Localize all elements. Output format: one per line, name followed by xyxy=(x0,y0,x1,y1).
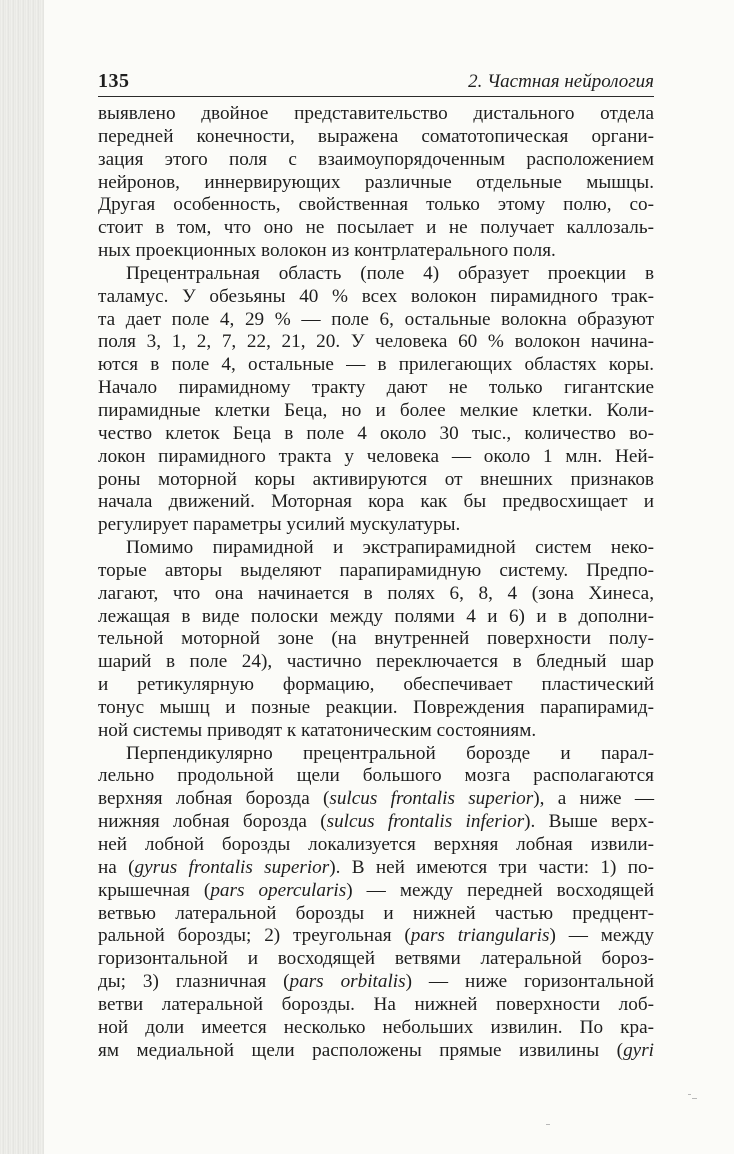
text-line xyxy=(98,765,654,788)
text-segment: Прецентральная область (поле 4) образует проекции в xyxy=(126,262,654,284)
paragraph xyxy=(98,537,654,743)
text-line xyxy=(98,126,654,149)
text-line xyxy=(98,583,654,606)
text-segment: ), а ниже — xyxy=(533,788,655,810)
text-segment: верхняя лобная борозда ( xyxy=(98,788,330,810)
text-line xyxy=(98,194,654,217)
text-segment: Другая особенность, свойственная только этому полю, со- xyxy=(98,194,654,216)
scan-speck xyxy=(688,1094,691,1095)
text-segment: ветвью латеральной борозды и нижней частью предцент- xyxy=(98,902,654,924)
text-segment: та дает поле 4, 29 % — поле 6, остальные волокна образуют xyxy=(98,308,654,330)
text-segment: Перпендикулярно прецентральной борозде и парал- xyxy=(126,742,654,764)
latin-term: gyri xyxy=(623,1039,654,1061)
text-line xyxy=(98,491,654,514)
scan-edge-shadow xyxy=(0,0,44,1154)
text-line xyxy=(98,286,654,309)
text-line xyxy=(98,377,654,400)
text-line xyxy=(98,811,654,834)
latin-term: gyrus frontalis superior xyxy=(134,856,330,878)
text-segment: Помимо пирамидной и экстрапирамидной систем неко- xyxy=(126,537,654,559)
body-text xyxy=(98,103,654,1062)
text-segment: ) — ниже горизонтальной xyxy=(405,971,654,993)
text-line xyxy=(98,743,654,766)
text-line xyxy=(98,331,654,354)
text-segment: ных проекционных волокон из контрлатерального поля. xyxy=(98,240,556,262)
running-head: 2. Частная нейрология xyxy=(468,71,654,92)
text-segment: ются в поле 4, остальные — в прилегающих областях коры. xyxy=(98,354,654,376)
text-line xyxy=(98,720,654,743)
text-line xyxy=(98,834,654,857)
text-line xyxy=(98,240,654,263)
text-segment: крышечная ( xyxy=(98,879,211,901)
text-segment: регулирует параметры усилий мускулатуры. xyxy=(98,514,461,536)
text-segment: ды; 3) глазничная ( xyxy=(98,971,290,993)
text-line xyxy=(98,880,654,903)
text-segment: чество клеток Беца в поле 4 около 30 тыс., количество во- xyxy=(98,422,654,444)
text-line xyxy=(98,537,654,560)
text-line xyxy=(98,925,654,948)
text-segment: ям медиальной щели расположены прямые извилины ( xyxy=(98,1039,624,1061)
text-segment: ) — между xyxy=(549,925,654,947)
text-segment: ной системы приводят к кататоническим состояниям. xyxy=(98,719,537,741)
text-segment: ). Выше верх- xyxy=(524,811,654,833)
text-segment: торые авторы выделяют парапирамидную систему. Предпо- xyxy=(98,559,654,581)
text-segment: ). В ней имеются три части: 1) по- xyxy=(329,856,655,878)
text-line xyxy=(98,400,654,423)
text-line xyxy=(98,1040,654,1063)
text-segment: Начало пирамидному тракту дают не только гигантские xyxy=(98,377,654,399)
text-line xyxy=(98,469,654,492)
latin-term: pars orbitalis xyxy=(289,971,406,993)
text-segment: горизонтальной и восходящей ветвями латеральной бороз- xyxy=(98,948,654,970)
text-line xyxy=(98,149,654,172)
text-line xyxy=(98,560,654,583)
text-segment: нижняя лобная борозда ( xyxy=(98,811,327,833)
paragraph xyxy=(98,743,654,1063)
text-segment: передней конечности, выражена соматотопическая органи- xyxy=(98,125,654,147)
page-header xyxy=(98,70,654,97)
scan-speck xyxy=(692,1098,697,1099)
text-segment: локон пирамидного тракта у человека — около 1 млн. Ней- xyxy=(98,445,654,467)
text-segment: таламус. У обезьяны 40 % всех волокон пирамидного трак- xyxy=(98,285,654,307)
text-segment: роны моторной коры активируются от внешних признаков xyxy=(98,468,654,490)
text-segment: лежащая в виде полоски между полями 4 и 6) и в дополни- xyxy=(98,605,654,627)
text-line xyxy=(98,651,654,674)
text-segment: ветви латеральной борозды. На нижней поверхности лоб- xyxy=(98,993,654,1015)
text-segment: на ( xyxy=(98,856,135,878)
text-line xyxy=(98,697,654,720)
text-line xyxy=(98,971,654,994)
text-segment: начала движений. Моторная кора как бы предвосхищает и xyxy=(98,491,654,513)
text-segment: лельно продольной щели большого мозга располагаются xyxy=(98,765,654,787)
text-segment: поля 3, 1, 2, 7, 22, 21, 20. У человека 60 % волокон начина- xyxy=(98,331,654,353)
text-line xyxy=(98,514,654,537)
text-line xyxy=(98,857,654,880)
text-line xyxy=(98,1017,654,1040)
text-line xyxy=(98,903,654,926)
text-line xyxy=(98,628,654,651)
text-line xyxy=(98,309,654,332)
latin-term: pars opercularis xyxy=(210,879,347,901)
text-line xyxy=(98,606,654,629)
text-segment: стоит в том, что оно не посылает и не получает каллозаль- xyxy=(98,217,654,239)
text-line xyxy=(98,674,654,697)
latin-term: pars triangularis xyxy=(410,925,550,947)
paragraph xyxy=(98,103,654,263)
text-line xyxy=(98,446,654,469)
text-line xyxy=(98,948,654,971)
text-line xyxy=(98,788,654,811)
text-line xyxy=(98,217,654,240)
text-line xyxy=(98,994,654,1017)
text-segment: лагают, что она начинается в полях 6, 8, 4 (зона Хинеса, xyxy=(98,582,654,604)
text-segment: пирамидные клетки Беца, но и более мелкие клетки. Коли- xyxy=(98,399,654,421)
paragraph xyxy=(98,263,654,537)
text-segment: тонус мышц и позные реакции. Повреждения парапирамид- xyxy=(98,696,654,718)
text-segment: ) — между передней восходящей xyxy=(346,879,654,901)
text-segment: тельной моторной зоне (на внутренней поверхности полу- xyxy=(98,628,654,650)
scan-speck xyxy=(546,1124,550,1125)
text-line xyxy=(98,354,654,377)
latin-term: sulcus frontalis superior xyxy=(329,788,534,810)
text-segment: ней лобной борозды локализуется верхняя лобная извили- xyxy=(98,834,654,855)
text-segment: зация этого поля с взаимоупорядоченным расположением xyxy=(98,148,654,170)
latin-term: sulcus frontalis inferior xyxy=(326,811,525,833)
text-segment: ральной борозды; 2) треугольная ( xyxy=(98,925,411,947)
text-line xyxy=(98,103,654,126)
text-segment: нейронов, иннервирующих различные отдельные мышцы. xyxy=(98,171,654,193)
page-number: 135 xyxy=(98,70,130,92)
text-line xyxy=(98,263,654,286)
text-segment: шарий в поле 24), частично переключается в бледный шар xyxy=(98,651,654,673)
text-segment: выявлено двойное представительство дистального отдела xyxy=(98,103,654,124)
text-line xyxy=(98,172,654,195)
text-segment: и ретикулярную формацию, обеспечивает пластический xyxy=(98,674,654,696)
text-segment: ной доли имеется несколько небольших извилин. По кра- xyxy=(98,1016,654,1038)
text-line xyxy=(98,423,654,446)
